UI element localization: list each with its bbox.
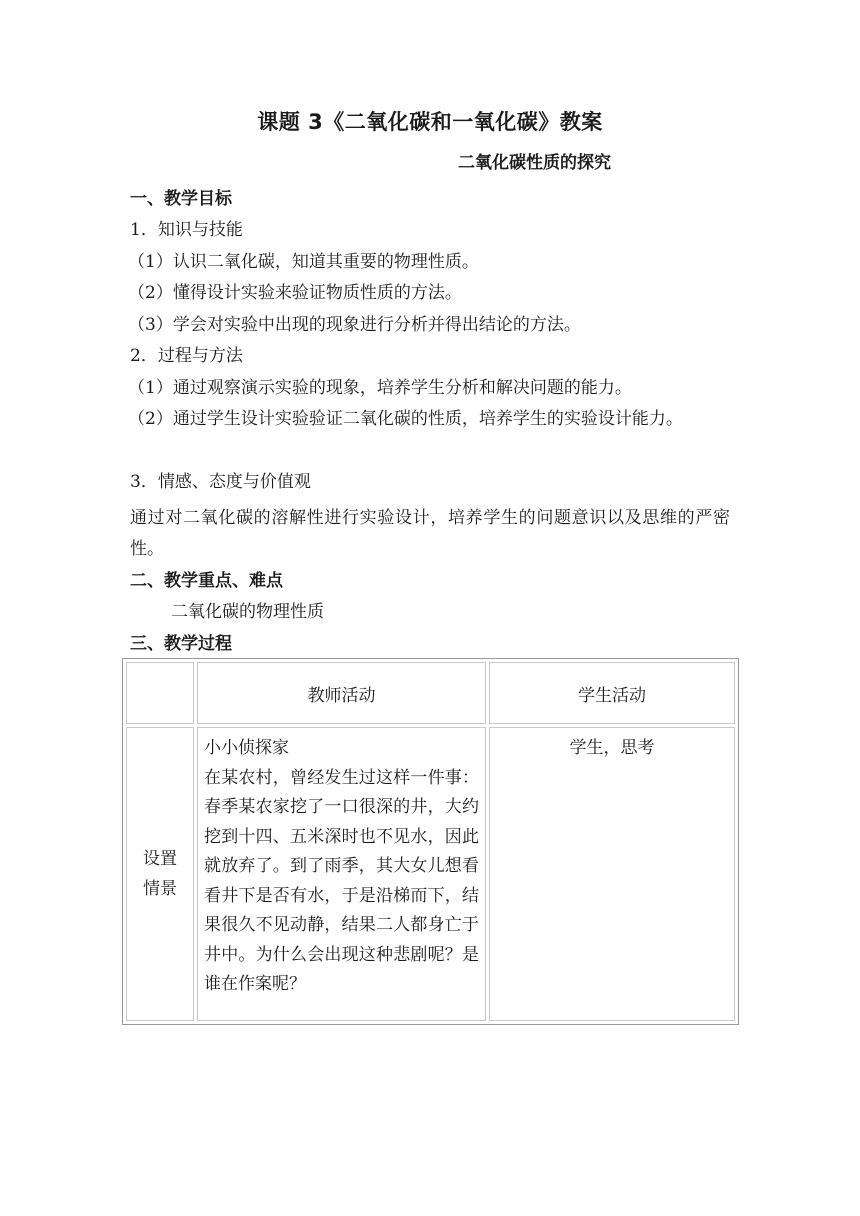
process-item: （2）通过学生设计实验验证二氧化碳的性质，培养学生的实验设计能力。: [128, 409, 683, 429]
teaching-process-table: [122, 658, 739, 1025]
stage-cell: [126, 727, 194, 1021]
process-heading: 2．过程与方法: [130, 346, 243, 366]
knowledge-item: （1）认识二氧化碳，知道其重要的物理性质。: [128, 252, 479, 272]
objectives-heading: 一、教学目标: [130, 189, 232, 209]
process-item: （1）通过观察演示实验的现象，培养学生分析和解决问题的能力。: [128, 378, 632, 398]
attitude-text: 通过对二氧化碳的溶解性进行实验设计，培养学生的问题意识以及思维的严密性。: [130, 508, 730, 559]
table-row: [126, 727, 735, 1021]
document-subtitle: 二氧化碳性质的探究: [458, 153, 611, 173]
key-points-heading: 二、教学重点、难点: [130, 571, 283, 591]
table-header-cell: 学生活动: [489, 662, 735, 724]
teaching-process-heading: 三、教学过程: [130, 634, 232, 654]
teacher-activity-text: 小小侦探家 在某农村，曾经发生过这样一件事：春季某农家挖了一口很深的井，大约挖到十四、五米深时也不见水，因此就放弃了。到了雨季，其大女儿想看看井下是否有水，于是沿梯而下，结果很久不见动静，结果二人都身亡于井中。为什么会出现这种悲剧呢？是谁在作案呢？: [204, 738, 479, 994]
knowledge-item: （2）懂得设计实验来验证物质性质的方法。: [128, 283, 462, 303]
knowledge-heading: 1．知识与技能: [130, 220, 243, 240]
table-header-cell: 教师活动: [197, 662, 486, 724]
teacher-activity-cell: [197, 727, 486, 1021]
table-header-cell: [126, 662, 194, 724]
key-points-text: 二氧化碳的物理性质: [171, 602, 324, 622]
document-title: 课题 3《二氧化碳和一氧化碳》教案: [257, 110, 603, 134]
attitude-heading: 3．情感、态度与价值观: [130, 472, 311, 492]
table-header-row: [126, 662, 735, 724]
knowledge-item: （3）学会对实验中出现的现象进行分析并得出结论的方法。: [128, 315, 581, 335]
stage-label: 设置情景: [142, 849, 177, 899]
student-activity-cell: [489, 727, 735, 1021]
student-activity-text: 学生，思考: [569, 738, 655, 758]
